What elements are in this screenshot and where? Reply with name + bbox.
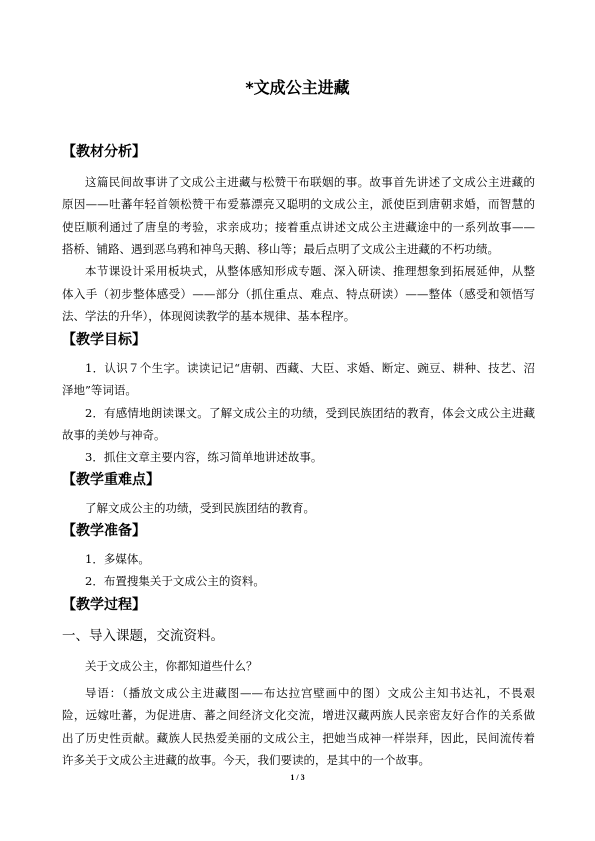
document-title: *文成公主进藏	[245, 78, 350, 97]
preparation-item: 1．多媒体。	[85, 551, 150, 566]
analysis-paragraph-1-line: 使臣顺利通过了唐皇的考验，求亲成功；接着重点讲述文成公主进藏途中的一系列故事——	[62, 219, 535, 234]
goal-item-3-line: 3．抓住文章主要内容，练习简单地讲述故事。	[85, 450, 323, 465]
goal-item-1-line: 1．认识７个生字。读读记记“唐朝、西藏、大臣、求婚、断定、豌豆、耕种、技艺、沼	[85, 360, 535, 375]
section-heading: 【教学过程】	[62, 597, 146, 613]
intro-line: 许多关于文成公主进藏的故事。今天，我们要读的，是其中的一个故事。	[62, 752, 430, 767]
intro-line: 险，远嫁吐蕃，为促进唐、蕃之间经济文化交流，增进汉藏两族人民亲密友好合作的关系做	[62, 708, 535, 723]
preparation-item: 2．布置搜集关于文成公主的资料。	[85, 574, 265, 589]
intro-line: 出了历史性贡献。藏族人民热爱美丽的文成公主，把她当成神一样崇拜，因此，民间流传着	[62, 730, 535, 745]
analysis-paragraph-2-line: 体入手（初步整体感受）——部分（抓住重点、难点、特点研读）——整体（感受和领悟写	[62, 286, 535, 301]
process-step-title: 一、导入课题，交流资料。	[62, 628, 224, 644]
goals-list	[62, 357, 535, 469]
analysis-paragraph-1-line: 原因——吐蕃年轻首领松赞干布爱慕漂亮又聪明的文成公主，派使臣到唐朝求婚，而智慧的	[62, 197, 535, 212]
analysis-paragraph-2-line: 法、学法的升华），体现阅读教学的基本规律、基本程序。	[62, 309, 356, 324]
process-intro	[62, 682, 535, 772]
question-line: 关于文成公主，你都知道些什么？	[85, 658, 258, 673]
key-difficulties-line: 了解文成公主的功绩，受到民族团结的教育。	[85, 500, 315, 515]
section-heading: 【教材分析】	[62, 144, 146, 160]
key-difficulties-body	[62, 497, 535, 519]
goal-item-2-line: 故事的美妙与神奇。	[62, 427, 166, 442]
section-heading: 【教学准备】	[62, 523, 146, 539]
intro-line: 导语：（播放文成公主进藏图——布达拉宫壁画中的图）文成公主知书达礼，不畏艰	[85, 685, 535, 700]
preparation-list	[62, 548, 535, 593]
section-heading: 【教学目标】	[62, 332, 146, 348]
page-number: 1 / 3	[290, 773, 305, 782]
analysis-paragraph-1-line: 搭桥、铺路、遇到恶乌鸦和神鸟天鹅、移山等；最后点明了文成公主进藏的不朽功绩。	[62, 241, 499, 256]
process-question	[62, 655, 535, 677]
analysis-paragraph-2-line: 本节课设计采用板块式，从整体感知形成专题、深入研读、推理想象到拓展延伸，从整	[85, 264, 535, 279]
goal-item-1-line: 泽地”等词语。	[62, 383, 137, 398]
goal-item-2-line: 2．有感情地朗读课文。了解文成公主的功绩，受到民族团结的教育，体会文成公主进藏	[85, 405, 535, 420]
section-heading: 【教学重难点】	[62, 472, 160, 488]
analysis-paragraph-1-line: 这篇民间故事讲了文成公主进藏与松赞干布联姻的事。故事首先讲述了文成公主进藏的	[85, 174, 535, 189]
analysis-body	[62, 171, 535, 328]
